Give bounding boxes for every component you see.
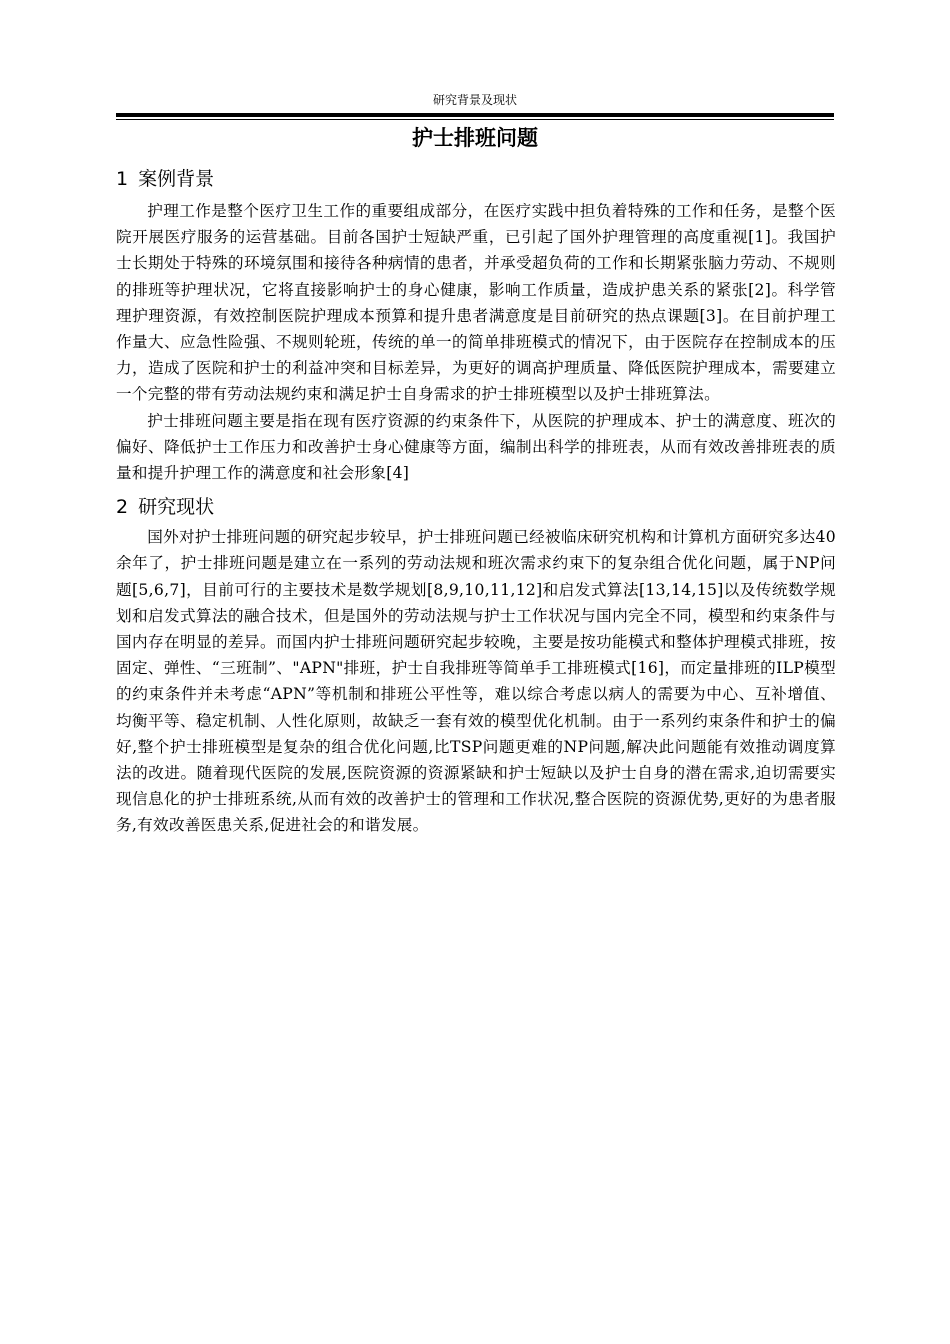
section-heading [116,164,836,194]
section-title: 研究现状 [138,496,215,519]
section-heading [116,492,836,522]
body-paragraph: 护理工作是整个医疗卫生工作的重要组成部分，在医疗实践中担负着特殊的工作和任务，是整个医院开展医疗服务的运营基础。目前各国护士短缺严重，已引起了国外护理管理的高度重视[1]。我国护士长期处于特殊的环境氛围和接待各种病情的患者，并承受超负荷的工作和长期紧张脑力劳动、不规则的排班等护理状况，它将直接影响护士的身心健康，影响工作质量，造成护患关系的紧张[2]。科学管理护理资源，有效控制医院护理成本预算和提升患者满意度是目前研究的热点课题[3]。在目前护理工作量大、应急性险强、不规则轮班，传统的单一的简单排班模式的情况下，由于医院存在控制成本的压力，造成了医院和护士的利益冲突和目标差异，为更好的调高护理质量、降低医院护理成本，需要建立一个完整的带有劳动法规约束和满足护士自身需求的护士排班模型以及护士排班算法。 [116,202,836,404]
body-paragraph: 护士排班问题主要是指在现有医疗资源的约束条件下，从医院的护理成本、护士的满意度、班次的偏好、降低护士工作压力和改善护士身心健康等方面，编制出科学的排班表，从而有效改善排班表的质量和提升护理工作的满意度和社会形象[4] [116,411,836,483]
document-body [116,164,836,839]
running-header: 研究背景及现状 [432,93,517,107]
header-rule-thin [116,119,834,120]
section-research-status [116,492,836,838]
section-body [116,198,836,486]
section-body [116,524,836,838]
body-paragraph: 国外对护士排班问题的研究起步较早，护士排班问题已经被临床研究机构和计算机方面研究多达40余年了，护士排班问题是建立在一系列的劳动法规和班次需求约束下的复杂组合优化问题，属于NP问题[5,6,7]，目前可行的主要技术是数学规划[8,9,10,11,12]和启发式算法[13,14,15]以及传统数学规划和启发式算法的融合技术，但是国外的劳动法规与护士工作状况与国内完全不同，模型和约束条件与国内存在明显的差异。而国内护士排班问题研究起步较晚，主要是按功能模式和整体护理模式排班，按固定、弹性、“三班制”、"APN"排班，护士自我排班等简单手工排班模式[16]，而定量排班的ILP模型的约束条件并未考虑“APN”等机制和排班公平性等，难以综合考虑以病人的需要为中心、互补增值、均衡平等、稳定机制、人性化原则，故缺乏一套有效的模型优化机制。由于一系列约束条件和护士的偏好,整个护士排班模型是复杂的组合优化问题,比TSP问题更难的NP问题,解决此问题能有效推动调度算法的改进。随着现代医院的发展,医院资源的资源紧缺和护士短缺以及护士自身的潜在需求,迫切需要实现信息化的护士排班系统,从而有效的改善护士的管理和工作状况,整合医院的资源优势,更好的为患者服务,有效改善医患关系,促进社会的和谐发展。 [116,528,836,835]
section-number: 1 [116,168,129,190]
section-title: 案例背景 [138,168,215,190]
document-title: 护士排班问题 [412,126,538,150]
section-case-background [116,164,836,486]
section-number: 2 [116,496,129,519]
header-rule-thick [116,113,834,117]
